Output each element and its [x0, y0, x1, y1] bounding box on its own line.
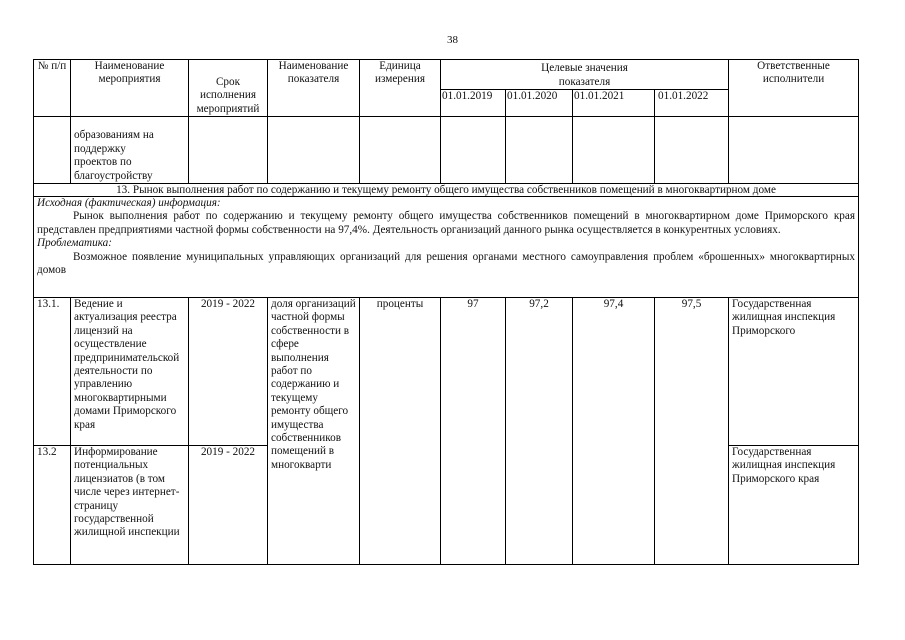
row-13-1-num: 13.1. [34, 298, 71, 446]
problem-text: Возможное появление муниципальных управляющих организаций для решения органами местного самоуправления проблем «брошенных» многоквартирных домов [37, 250, 856, 277]
row-13-1-value-2021: 97,4 [573, 298, 655, 446]
header-date-2019: 01.01.2019 [441, 90, 506, 117]
header-date-2020: 01.01.2020 [506, 90, 573, 117]
row-13-1-value-2020: 97,2 [506, 298, 573, 446]
page-number: 38 [447, 34, 458, 46]
row-13-1-value-2022: 97,5 [655, 298, 729, 446]
row-13-2-num: 13.2 [34, 446, 71, 565]
continuation-cell: образованиям на поддержку проектов по благоустройству [71, 117, 189, 184]
header-term: Срок исполнения мероприятий [189, 60, 268, 117]
header-num: № п/п [34, 60, 71, 117]
header-indicator: Наименование показателя [268, 60, 360, 117]
row-13-1-term: 2019 - 2022 [189, 298, 268, 446]
row-13-2-responsible: Государственная жилищная инспекция Приморского края [729, 446, 859, 565]
header-name: Наименование мероприятия [71, 60, 189, 117]
measures-table [33, 59, 859, 565]
initial-info-label: Исходная (фактическая) информация: [37, 197, 221, 209]
row-13-1-name: Ведение и актуализация реестра лицензий на осуществление предпринимательской деятельности по управлению многоквартирными домами Приморского края [71, 298, 189, 446]
row-13-1-responsible: Государственная жилищная инспекция Приморского [729, 298, 859, 446]
header-date-2021: 01.01.2021 [573, 90, 655, 117]
row-13-2-name: Информирование потенциальных лицензиатов (в том числе через интернет-страницу государственной жилищной инспекции [71, 446, 189, 565]
header-date-2022: 01.01.2022 [655, 90, 729, 117]
row-13-1-unit: проценты [360, 298, 441, 446]
header-responsible: Ответственные исполнители [729, 60, 859, 117]
row-13-1-indicator: доля организаций частной формы собственности в сфере выполнения работ по содержанию и текущему ремонту общего имущества собственников помещений в многокварти [268, 298, 360, 565]
row-13-1-value-2019: 97 [441, 298, 506, 446]
header-unit: Единица измерения [360, 60, 441, 117]
section-title: 13. Рынок выполнения работ по содержанию и текущему ремонту общего имущества собственников помещений в многоквартирном доме [34, 184, 859, 197]
initial-info-text: Рынок выполнения работ по содержанию и текущему ремонту общего имущества собственников помещений в многоквартирном доме Приморского края представлен предприятиями частной формы собственности на 97,4%. Деятельность организаций данного рынка осуществляется в конкурентных условиях. [37, 210, 856, 236]
header-target: Целевые значения показателя [441, 60, 729, 90]
section-info [34, 197, 859, 298]
row-13-2-term: 2019 - 2022 [189, 446, 268, 565]
problem-label: Проблематика: [37, 237, 112, 250]
